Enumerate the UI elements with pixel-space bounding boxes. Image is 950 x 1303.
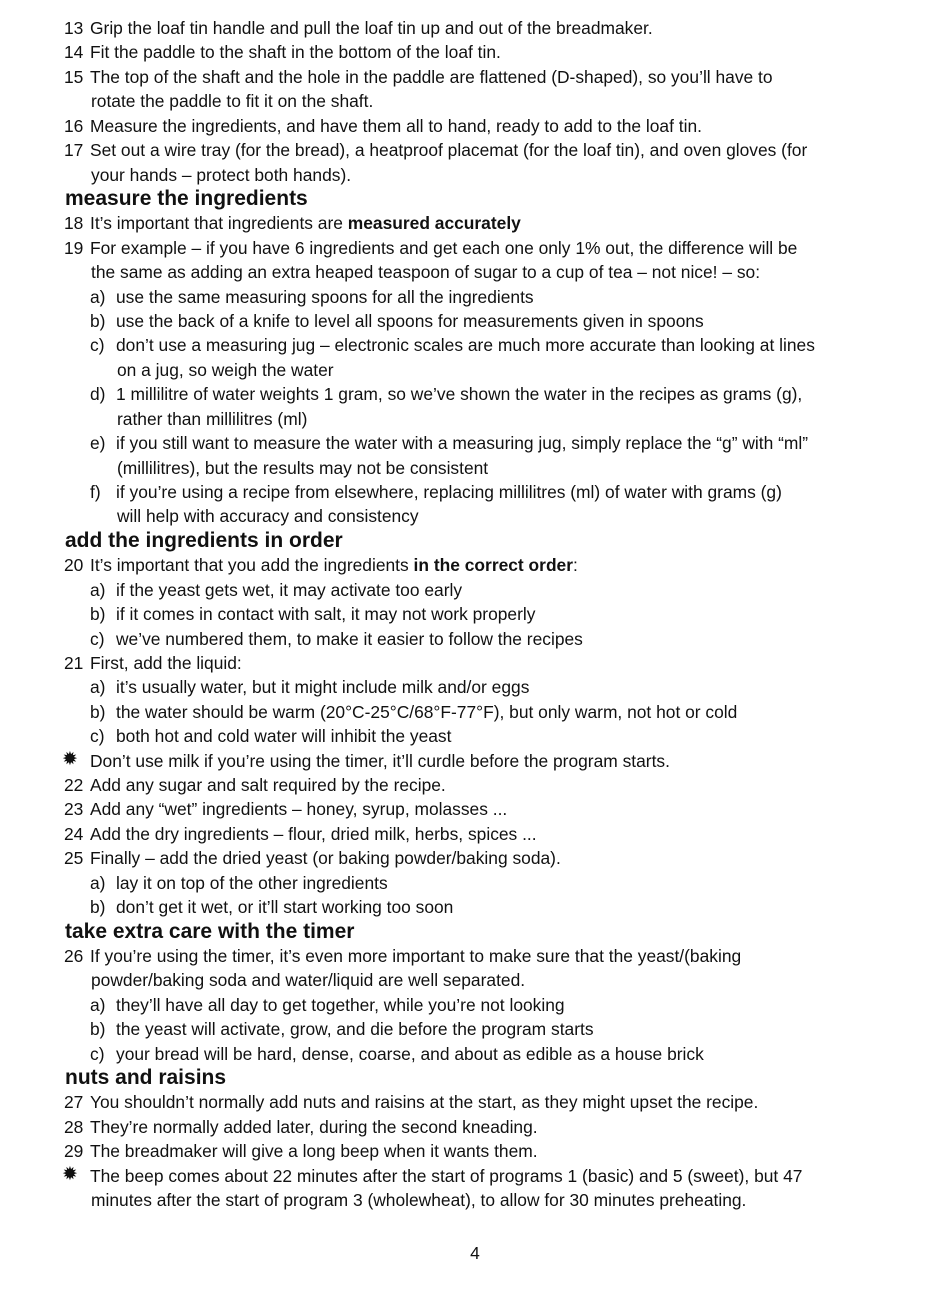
item-number: 22 xyxy=(64,775,84,796)
text-line xyxy=(0,40,950,64)
section-heading xyxy=(0,1066,950,1090)
section-heading xyxy=(0,529,950,553)
line-text-main: It’s important that you add the ingredients xyxy=(90,555,414,576)
line-text xyxy=(90,1090,758,1114)
text-line xyxy=(0,382,950,406)
text-line xyxy=(0,822,950,846)
line-text xyxy=(117,407,307,431)
subitem-letter: a) xyxy=(90,677,106,698)
section-heading xyxy=(0,920,950,944)
line-text xyxy=(116,602,535,626)
subitem-letter: c) xyxy=(90,726,105,747)
item-number: 17 xyxy=(64,140,84,161)
line-text xyxy=(91,968,525,992)
text-line xyxy=(0,1115,950,1139)
line-text xyxy=(91,163,351,187)
line-text-main: You shouldn’t normally add nuts and raisins at the start, as they might upset the recipe. xyxy=(90,1092,759,1113)
text-line xyxy=(0,163,950,187)
text-line xyxy=(0,846,950,870)
line-text-after: : xyxy=(573,555,578,576)
line-text xyxy=(90,846,561,870)
line-text-main: your hands – protect both hands). xyxy=(91,164,352,185)
text-line xyxy=(0,602,950,626)
line-text xyxy=(90,553,578,577)
line-text-main: use the same measuring spoons for all the ingredients xyxy=(116,286,534,307)
line-text-main: if you still want to measure the water with a measuring jug, simply replace the “g” with “ml” xyxy=(116,433,809,454)
subitem-letter: b) xyxy=(90,311,106,332)
line-text-main: the water should be warm (20°C-25°C/68°F-77°F), but only warm, not hot or cold xyxy=(116,701,738,722)
text-line xyxy=(0,578,950,602)
item-number: 16 xyxy=(64,115,84,136)
line-text-main: rather than millilitres (ml) xyxy=(117,408,308,429)
text-line xyxy=(0,1017,950,1041)
text-line xyxy=(0,65,950,89)
text-line xyxy=(0,1090,950,1114)
text-line xyxy=(0,16,950,40)
subitem-letter: b) xyxy=(90,897,106,918)
line-text xyxy=(116,578,462,602)
heading-text: measure the ingredients xyxy=(65,186,308,210)
line-text xyxy=(116,1017,594,1041)
text-line xyxy=(0,89,950,113)
text-line xyxy=(0,504,950,528)
line-text xyxy=(116,871,388,895)
line-text xyxy=(90,797,507,821)
line-text-main: it’s usually water, but it might include milk and/or eggs xyxy=(116,677,530,698)
line-text-main: They’re normally added later, during the second kneading. xyxy=(90,1116,538,1137)
line-text-main: don’t use a measuring jug – electronic scales are much more accurate than looking at lines xyxy=(116,335,815,356)
line-text xyxy=(90,749,670,773)
subitem-letter: a) xyxy=(90,872,106,893)
text-line xyxy=(0,993,950,1017)
subitem-letter: b) xyxy=(90,1019,106,1040)
line-text-main: use the back of a knife to level all spoons for measurements given in spoons xyxy=(116,311,704,332)
text-line xyxy=(0,700,950,724)
line-text-main: if you’re using a recipe from elsewhere, replacing millilitres (ml) of water with grams (g) xyxy=(116,481,782,502)
line-text xyxy=(117,456,488,480)
line-text xyxy=(90,822,537,846)
line-text xyxy=(90,944,741,968)
emphasis-text: in the correct order xyxy=(413,555,574,576)
line-text-main: if the yeast gets wet, it may activate too early xyxy=(116,579,463,600)
line-text-main: rotate the paddle to fit it on the shaft. xyxy=(91,91,374,112)
text-line xyxy=(0,871,950,895)
line-text-main: The beep comes about 22 minutes after the start of programs 1 (basic) and 5 (sweet), but 47 xyxy=(90,1165,803,1186)
line-text xyxy=(90,138,807,162)
item-number: 19 xyxy=(64,237,84,258)
sun-star-icon: ✹ xyxy=(62,748,78,770)
item-number: 18 xyxy=(64,213,84,234)
line-text xyxy=(116,627,583,651)
line-text-main: For example – if you have 6 ingredients and get each one only 1% out, the difference will be xyxy=(90,237,798,258)
line-text-main: If you’re using the timer, it’s even more important to make sure that the yeast/(baking xyxy=(90,945,742,966)
line-text xyxy=(90,211,521,235)
item-number: 27 xyxy=(64,1092,84,1113)
text-line xyxy=(0,773,950,797)
subitem-letter: d) xyxy=(90,384,106,405)
line-text xyxy=(116,700,737,724)
text-line xyxy=(0,309,950,333)
item-number: 13 xyxy=(64,18,84,38)
line-text-main: they’ll have all day to get together, while you’re not looking xyxy=(116,994,565,1015)
subitem-letter: c) xyxy=(90,335,105,356)
line-text xyxy=(90,236,797,260)
subitem-letter: c) xyxy=(90,628,105,649)
line-text xyxy=(116,480,782,504)
line-text-main: Don’t use milk if you’re using the timer, it’ll curdle before the program starts. xyxy=(90,750,670,771)
line-text-main: (millilitres), but the results may not be consistent xyxy=(117,457,489,478)
item-number: 25 xyxy=(64,848,84,869)
line-text-main: lay it on top of the other ingredients xyxy=(116,872,388,893)
text-line xyxy=(0,724,950,748)
line-text-main: will help with accuracy and consistency xyxy=(117,506,419,527)
text-line xyxy=(0,1139,950,1163)
heading-text: add the ingredients in order xyxy=(65,528,343,552)
subitem-letter: b) xyxy=(90,701,106,722)
text-line xyxy=(0,749,950,773)
line-text xyxy=(116,993,565,1017)
text-line xyxy=(0,553,950,577)
sun-star-icon: ✹ xyxy=(62,1163,78,1185)
text-line xyxy=(0,944,950,968)
line-text-main: Fit the paddle to the shaft in the bottom of the loaf tin. xyxy=(90,42,501,63)
line-text xyxy=(116,675,529,699)
text-line xyxy=(0,1164,950,1188)
line-text-main: your bread will be hard, dense, coarse, and about as edible as a house brick xyxy=(116,1043,704,1064)
line-text-main: don’t get it wet, or it’ll start working too soon xyxy=(116,897,454,918)
subitem-letter: a) xyxy=(90,994,106,1015)
text-line xyxy=(0,456,950,480)
line-text xyxy=(90,40,501,64)
text-line xyxy=(0,797,950,821)
line-text xyxy=(116,309,704,333)
text-line xyxy=(0,407,950,431)
subitem-letter: b) xyxy=(90,604,106,625)
subitem-letter: e) xyxy=(90,433,106,454)
text-line xyxy=(0,480,950,504)
line-text-main: Measure the ingredients, and have them all to hand, ready to add to the loaf tin. xyxy=(90,115,702,136)
line-text xyxy=(116,285,534,309)
text-line xyxy=(0,114,950,138)
line-text xyxy=(90,1164,802,1188)
item-number: 15 xyxy=(64,66,84,87)
line-text-main: Set out a wire tray (for the bread), a heatproof placemat (for the loaf tin), and oven gloves (for xyxy=(90,140,808,161)
line-text xyxy=(117,358,334,382)
line-text xyxy=(116,724,451,748)
heading-text: take extra care with the timer xyxy=(65,919,355,943)
item-number: 21 xyxy=(64,652,84,673)
text-line xyxy=(0,260,950,284)
text-line xyxy=(0,358,950,382)
item-number: 20 xyxy=(64,555,84,576)
subitem-letter: c) xyxy=(90,1043,105,1064)
text-line xyxy=(0,895,950,919)
line-text xyxy=(90,773,446,797)
line-text xyxy=(90,1139,538,1163)
text-line xyxy=(0,627,950,651)
text-line xyxy=(0,138,950,162)
item-number: 14 xyxy=(64,42,84,63)
line-text-main: Add any “wet” ingredients – honey, syrup, molasses ... xyxy=(90,799,508,820)
line-text xyxy=(91,260,760,284)
line-text-main: It’s important that ingredients are xyxy=(90,213,348,234)
item-number: 28 xyxy=(64,1116,84,1137)
text-line xyxy=(0,236,950,260)
line-text-main: the yeast will activate, grow, and die before the program starts xyxy=(116,1019,594,1040)
text-line xyxy=(0,968,950,992)
line-text-main: Add any sugar and salt required by the recipe. xyxy=(90,775,446,796)
line-text-main: both hot and cold water will inhibit the yeast xyxy=(116,726,452,747)
line-text-main: powder/baking soda and water/liquid are well separated. xyxy=(91,970,526,991)
line-text-main: First, add the liquid: xyxy=(90,652,242,673)
text-line xyxy=(0,1188,950,1212)
line-text xyxy=(116,431,808,455)
line-text xyxy=(90,65,773,89)
text-line xyxy=(0,675,950,699)
item-number: 24 xyxy=(64,823,84,844)
line-text xyxy=(116,1042,704,1066)
line-text-main: Grip the loaf tin handle and pull the loaf tin up and out of the breadmaker. xyxy=(90,18,653,38)
item-number: 29 xyxy=(64,1141,84,1162)
line-text xyxy=(90,114,702,138)
line-text xyxy=(116,895,453,919)
line-text-main: 1 millilitre of water weights 1 gram, so we’ve shown the water in the recipes as grams (g), xyxy=(116,384,803,405)
line-text xyxy=(117,504,419,528)
line-text xyxy=(91,89,373,113)
text-line xyxy=(0,1042,950,1066)
heading-text: nuts and raisins xyxy=(65,1066,227,1090)
line-text-main: we’ve numbered them, to make it easier to follow the recipes xyxy=(116,628,583,649)
line-text-main: if it comes in contact with salt, it may not work properly xyxy=(116,604,536,625)
text-line xyxy=(0,651,950,675)
line-text-main: The breadmaker will give a long beep when it wants them. xyxy=(90,1141,538,1162)
line-text-main: on a jug, so weigh the water xyxy=(117,359,334,380)
line-text-main: the same as adding an extra heaped teaspoon of sugar to a cup of tea – not nice! – so: xyxy=(91,262,761,283)
line-text xyxy=(90,16,653,40)
subitem-letter: a) xyxy=(90,286,106,307)
text-line xyxy=(0,211,950,235)
page-number: 4 xyxy=(470,1243,480,1263)
text-line xyxy=(0,285,950,309)
item-number: 23 xyxy=(64,799,84,820)
line-text xyxy=(90,651,242,675)
item-number: 26 xyxy=(64,945,84,966)
subitem-letter: f) xyxy=(90,481,101,502)
emphasis-text: measured accurately xyxy=(347,213,521,234)
section-heading xyxy=(0,187,950,211)
text-line xyxy=(0,333,950,357)
line-text-main: minutes after the start of program 3 (wholewheat), to allow for 30 minutes preheating. xyxy=(91,1190,747,1211)
line-text-main: The top of the shaft and the hole in the paddle are flattened (D-shaped), so you’ll have to xyxy=(90,66,773,87)
subitem-letter: a) xyxy=(90,579,106,600)
line-text xyxy=(116,333,815,357)
text-line xyxy=(0,431,950,455)
line-text xyxy=(90,1115,538,1139)
line-text-main: Add the dry ingredients – flour, dried milk, herbs, spices ... xyxy=(90,823,537,844)
line-text xyxy=(91,1188,746,1212)
line-text xyxy=(116,382,802,406)
line-text-main: Finally – add the dried yeast (or baking powder/baking soda). xyxy=(90,848,561,869)
